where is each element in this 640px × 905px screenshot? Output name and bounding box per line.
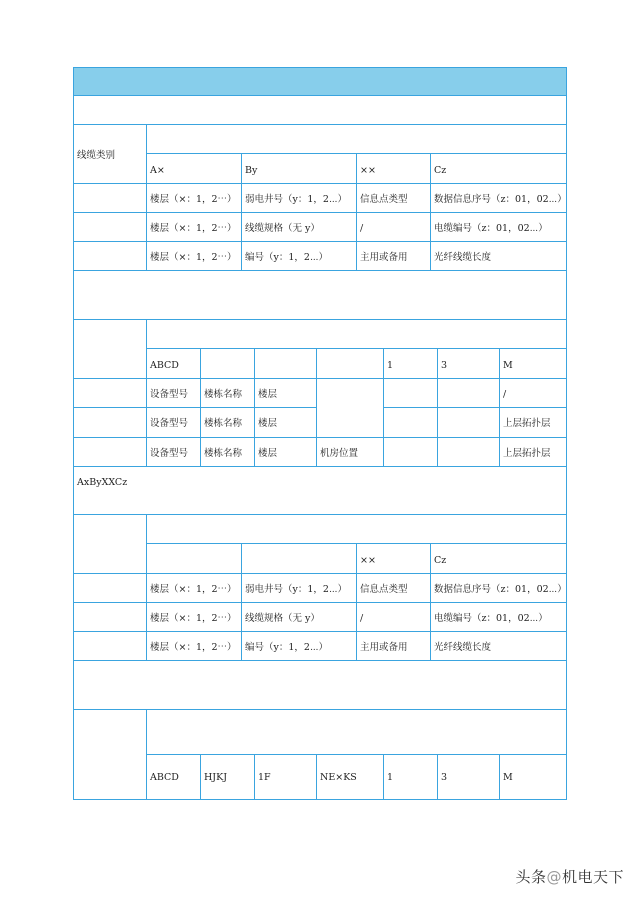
col-divider bbox=[146, 319, 147, 466]
col-divider bbox=[200, 348, 201, 466]
row-divider bbox=[73, 631, 567, 632]
row-divider bbox=[73, 514, 567, 515]
table-cell: NE×KS bbox=[320, 772, 357, 783]
row-divider bbox=[73, 466, 567, 467]
table-cell: 楼层 bbox=[258, 448, 278, 459]
watermark-prefix: 头条 bbox=[515, 868, 547, 886]
table-cell: 弱电井号（y：1，2⋯） bbox=[245, 194, 348, 205]
row-label: 线缆类别 bbox=[77, 150, 116, 161]
col-divider bbox=[241, 543, 242, 660]
table-cell: 楼层（×：1，2⋯） bbox=[150, 252, 237, 263]
table-cell: 光纤线缆长度 bbox=[434, 642, 492, 653]
table-cell: 编号（y：1，2⋯） bbox=[245, 642, 329, 653]
table-cell: 楼栋名称 bbox=[204, 389, 243, 400]
table-cell: 设备型号 bbox=[150, 448, 189, 459]
table-cell: 信息点类型 bbox=[360, 584, 408, 595]
table-cell: 机房位置 bbox=[320, 448, 359, 459]
row-divider bbox=[146, 348, 567, 349]
table-cell: A× bbox=[150, 165, 165, 176]
table-cell: 上层拓扑层 bbox=[503, 418, 551, 429]
table-cell: 3 bbox=[441, 772, 448, 783]
table-cell: 楼栋名称 bbox=[204, 418, 243, 429]
watermark-at: @ bbox=[546, 868, 562, 886]
table-cell: M bbox=[503, 360, 513, 371]
table-cell: ×× bbox=[360, 165, 376, 176]
table-cell: / bbox=[360, 613, 364, 624]
table-cell: Cz bbox=[434, 555, 447, 566]
table-cell: 主用或备用 bbox=[360, 642, 408, 653]
table-cell: ABCD bbox=[150, 360, 179, 371]
table-cell: 上层拓扑层 bbox=[503, 448, 551, 459]
watermark bbox=[515, 866, 624, 887]
col-divider bbox=[200, 754, 201, 800]
table-cell: 楼层（×：1，2⋯） bbox=[150, 194, 237, 205]
table-cell: 3 bbox=[441, 360, 448, 371]
table-cell: 楼层 bbox=[258, 418, 278, 429]
col-divider bbox=[437, 348, 438, 466]
table-cell: 电缆编号（z：01，02⋯） bbox=[434, 223, 548, 234]
table-cell: Cz bbox=[434, 165, 447, 176]
col-divider bbox=[430, 543, 431, 660]
row-divider bbox=[73, 124, 567, 125]
row-divider bbox=[73, 573, 567, 574]
table-cell: 设备型号 bbox=[150, 418, 189, 429]
row-divider bbox=[73, 378, 567, 379]
col-divider bbox=[437, 754, 438, 800]
table-cell: / bbox=[360, 223, 364, 234]
table-cell: 电缆编号（z：01，02⋯） bbox=[434, 613, 548, 624]
col-divider bbox=[146, 514, 147, 660]
table-cell: 设备型号 bbox=[150, 389, 189, 400]
watermark-name: 机电天下 bbox=[561, 868, 624, 886]
table-cell: 数据信息序号（z：01，02⋯） bbox=[434, 584, 567, 595]
outer-border-bottom bbox=[73, 799, 567, 800]
outer-border-top bbox=[73, 67, 567, 68]
col-divider bbox=[254, 754, 255, 800]
table-cell: 1 bbox=[387, 360, 394, 371]
table-cell: M bbox=[503, 772, 513, 783]
table-cell: 楼层（×：1，2⋯） bbox=[150, 642, 237, 653]
table-cell: 编号（y：1，2⋯） bbox=[245, 252, 329, 263]
row-divider bbox=[73, 709, 567, 710]
code-example: AxByXXCz bbox=[77, 477, 128, 488]
table-cell: 楼栋名称 bbox=[204, 448, 243, 459]
table-header-band bbox=[73, 67, 567, 96]
col-divider bbox=[383, 348, 384, 466]
row-divider bbox=[73, 407, 316, 408]
table-cell: / bbox=[503, 389, 507, 400]
col-divider bbox=[356, 543, 357, 660]
outer-border-right bbox=[566, 67, 567, 800]
table-cell: 主用或备用 bbox=[360, 252, 408, 263]
table-cell: 弱电井号（y：1，2⋯） bbox=[245, 584, 348, 595]
row-divider bbox=[73, 660, 567, 661]
table-cell: 信息点类型 bbox=[360, 194, 408, 205]
outer-border-left bbox=[73, 67, 74, 800]
table-cell: 楼层（×：1，2⋯） bbox=[150, 223, 237, 234]
col-divider bbox=[356, 153, 357, 270]
table-cell: 数据信息序号（z：01，02⋯） bbox=[434, 194, 567, 205]
table-cell: 1 bbox=[387, 772, 394, 783]
row-divider bbox=[146, 754, 567, 755]
table-cell: 1F bbox=[258, 772, 271, 783]
row-divider bbox=[73, 183, 567, 184]
col-divider bbox=[146, 124, 147, 270]
col-divider bbox=[499, 348, 500, 466]
row-divider bbox=[73, 212, 567, 213]
row-divider bbox=[73, 270, 567, 271]
col-divider bbox=[499, 754, 500, 800]
table-cell: 楼层 bbox=[258, 389, 278, 400]
table-cell: By bbox=[245, 165, 258, 176]
row-divider bbox=[73, 241, 567, 242]
row-divider bbox=[383, 407, 567, 408]
table-cell: ×× bbox=[360, 555, 376, 566]
table-cell: 楼层（×：1，2⋯） bbox=[150, 613, 237, 624]
col-divider bbox=[430, 153, 431, 270]
col-divider bbox=[316, 754, 317, 800]
row-divider bbox=[73, 602, 567, 603]
col-divider bbox=[241, 153, 242, 270]
table-cell: 楼层（×：1，2⋯） bbox=[150, 584, 237, 595]
row-divider bbox=[73, 319, 567, 320]
col-divider bbox=[316, 348, 317, 466]
table-cell: HJKJ bbox=[204, 772, 227, 783]
table-cell: 线缆规格（无 y） bbox=[245, 223, 320, 234]
col-divider bbox=[383, 754, 384, 800]
table-cell: 线缆规格（无 y） bbox=[245, 613, 320, 624]
table-cell: 光纤线缆长度 bbox=[434, 252, 492, 263]
table-cell: ABCD bbox=[150, 772, 179, 783]
row-divider bbox=[73, 437, 567, 438]
col-divider bbox=[254, 348, 255, 466]
